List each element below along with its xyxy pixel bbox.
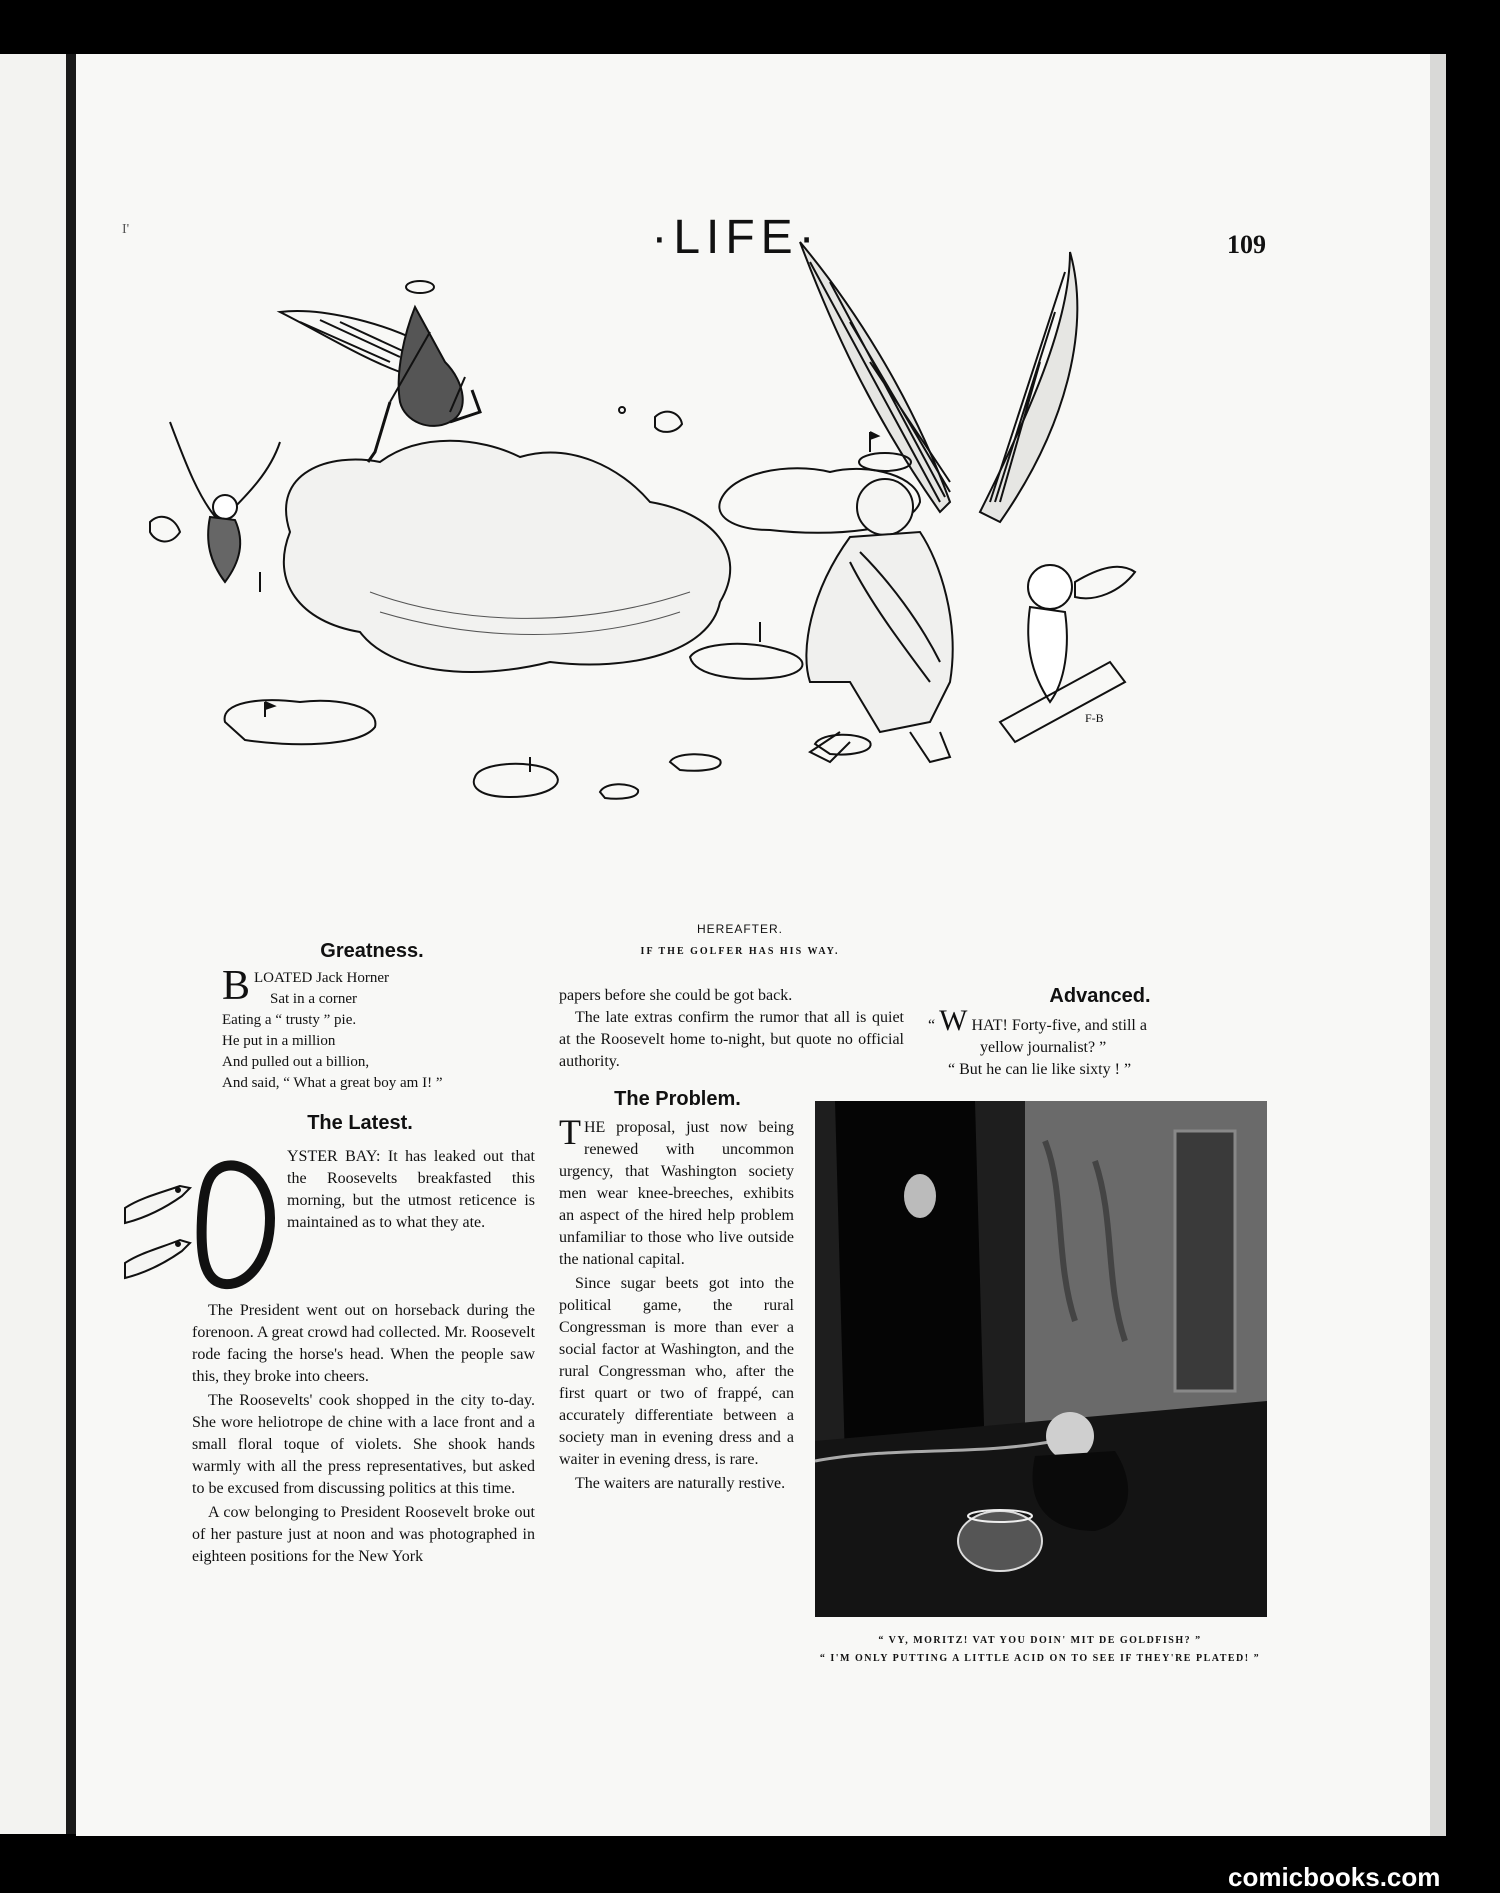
drop-cap: B (222, 963, 251, 1009)
problem-body (559, 1112, 794, 1497)
drop-cap: W (939, 1004, 968, 1037)
paragraph: The late extras confirm the rumor that all is quiet at the Roosevelt home to-night, but quote no official authority. (559, 1009, 904, 1070)
photo-caption (780, 1632, 1300, 1668)
paragraph: papers before she could be got back. (559, 987, 793, 1004)
advanced-body (928, 1004, 1268, 1081)
paragraph: A cow belonging to President Roosevelt broke out of her pasture just at noon and was photographed in eighteen positions for the New York (192, 1504, 535, 1565)
advanced-line: yellow journalist? ” (980, 1039, 1107, 1056)
advanced-line: HAT! Forty-five, and still a (971, 1017, 1147, 1034)
margin-mark: I' (122, 222, 130, 237)
advanced-line: “ But he can lie like sixty ! ” (948, 1061, 1132, 1078)
page-number: 109 (1227, 230, 1266, 259)
duck-drop-cap-illustration (120, 1148, 275, 1290)
latest-first-paragraph: YSTER BAY: It has leaked out that the Roosevelts breakfasted this morning, but the utmost reticence is maintained as to what they ate. (287, 1148, 535, 1231)
paragraph: The Roosevelts' cook shopped in the city to-day. She wore heliotrope de chine with a lace front and a small floral toque of violets. She shook hands warmly with all the press representatives, but asked to be excused from discussing politics at this time. (192, 1392, 535, 1497)
paragraph: The waiters are naturally restive. (575, 1475, 786, 1492)
paragraph: Since sugar beets got into the political game, the rural Congressman is more than ever a social factor at Washington, and the rural Congressman who, after the first quart or two of frappé, can accurately differentiate between a society man in evening dress and a waiter in evening dress, is rare. (559, 1275, 794, 1468)
big-angel-left-wing (800, 242, 950, 512)
greatness-heading: Greatness. (320, 940, 424, 962)
caption-line: “ VY, MORITZ! VAT YOU DOIN' MIT DE GOLDFISH? ” (878, 1635, 1202, 1646)
photograph (815, 1101, 1267, 1617)
paragraph: HE proposal, just now being renewed with uncommon urgency, that Washington society men wear knee-breeches, exhibits an aspect of the hired help problem unfamiliar to those who live outside the national capital. (559, 1119, 794, 1268)
paragraph: The President went out on horseback during the forenoon. A great crowd had collected. Mr. Roosevelt rode facing the horse's head. When the people saw this, they broke into cheers. (192, 1302, 536, 1385)
golfer-wings (280, 311, 420, 372)
cloud-left-small (225, 700, 376, 744)
latest-continuation (559, 985, 904, 1073)
advanced-heading: Advanced. (1049, 985, 1151, 1007)
open-quote: “ (928, 1017, 936, 1034)
latest-body (192, 1300, 535, 1570)
page-gutter (66, 54, 76, 1834)
poem-line: And pulled out a billion, (222, 1054, 370, 1070)
poem-line: And said, “ What a great boy am I! ” (222, 1075, 443, 1091)
watermark: comicbooks.com (1228, 1862, 1441, 1892)
central-cloud (284, 441, 730, 672)
cartoon-title: HEREAFTER. (696, 922, 783, 936)
cartoon-illustration (150, 262, 1290, 922)
cloud-bottom (474, 764, 558, 797)
photo-scene (815, 1101, 1267, 1617)
caption-line: “ I'M ONLY PUTTING A LITTLE ACID ON TO SEE IF THEY'RE PLATED! ” (819, 1653, 1261, 1664)
poem-line: Sat in a corner (270, 991, 358, 1007)
cloud-mid-small (690, 644, 803, 679)
page-edge (1430, 54, 1446, 1836)
svg-text:F-B: F-B (1085, 711, 1104, 725)
latest-heading: The Latest. (307, 1112, 413, 1134)
masthead: ·LIFE· (651, 211, 821, 264)
drop-cap: T (559, 1112, 581, 1152)
greatness-poem (222, 963, 542, 1094)
problem-heading: The Problem. (614, 1088, 741, 1110)
halo (859, 453, 911, 471)
angel-robe (806, 532, 952, 732)
cartoon-subtitle: IF THE GOLFER HAS HIS WAY. (640, 946, 840, 957)
angel-head (857, 479, 913, 535)
poem-line: LOATED Jack Horner (254, 970, 389, 986)
big-angel-right-wing (980, 252, 1077, 522)
poem-line: He put in a million (222, 1033, 336, 1049)
poem-line: Eating a “ trusty ” pie. (222, 1012, 357, 1028)
golfer-body (399, 307, 463, 426)
left-facing-page (0, 54, 66, 1834)
